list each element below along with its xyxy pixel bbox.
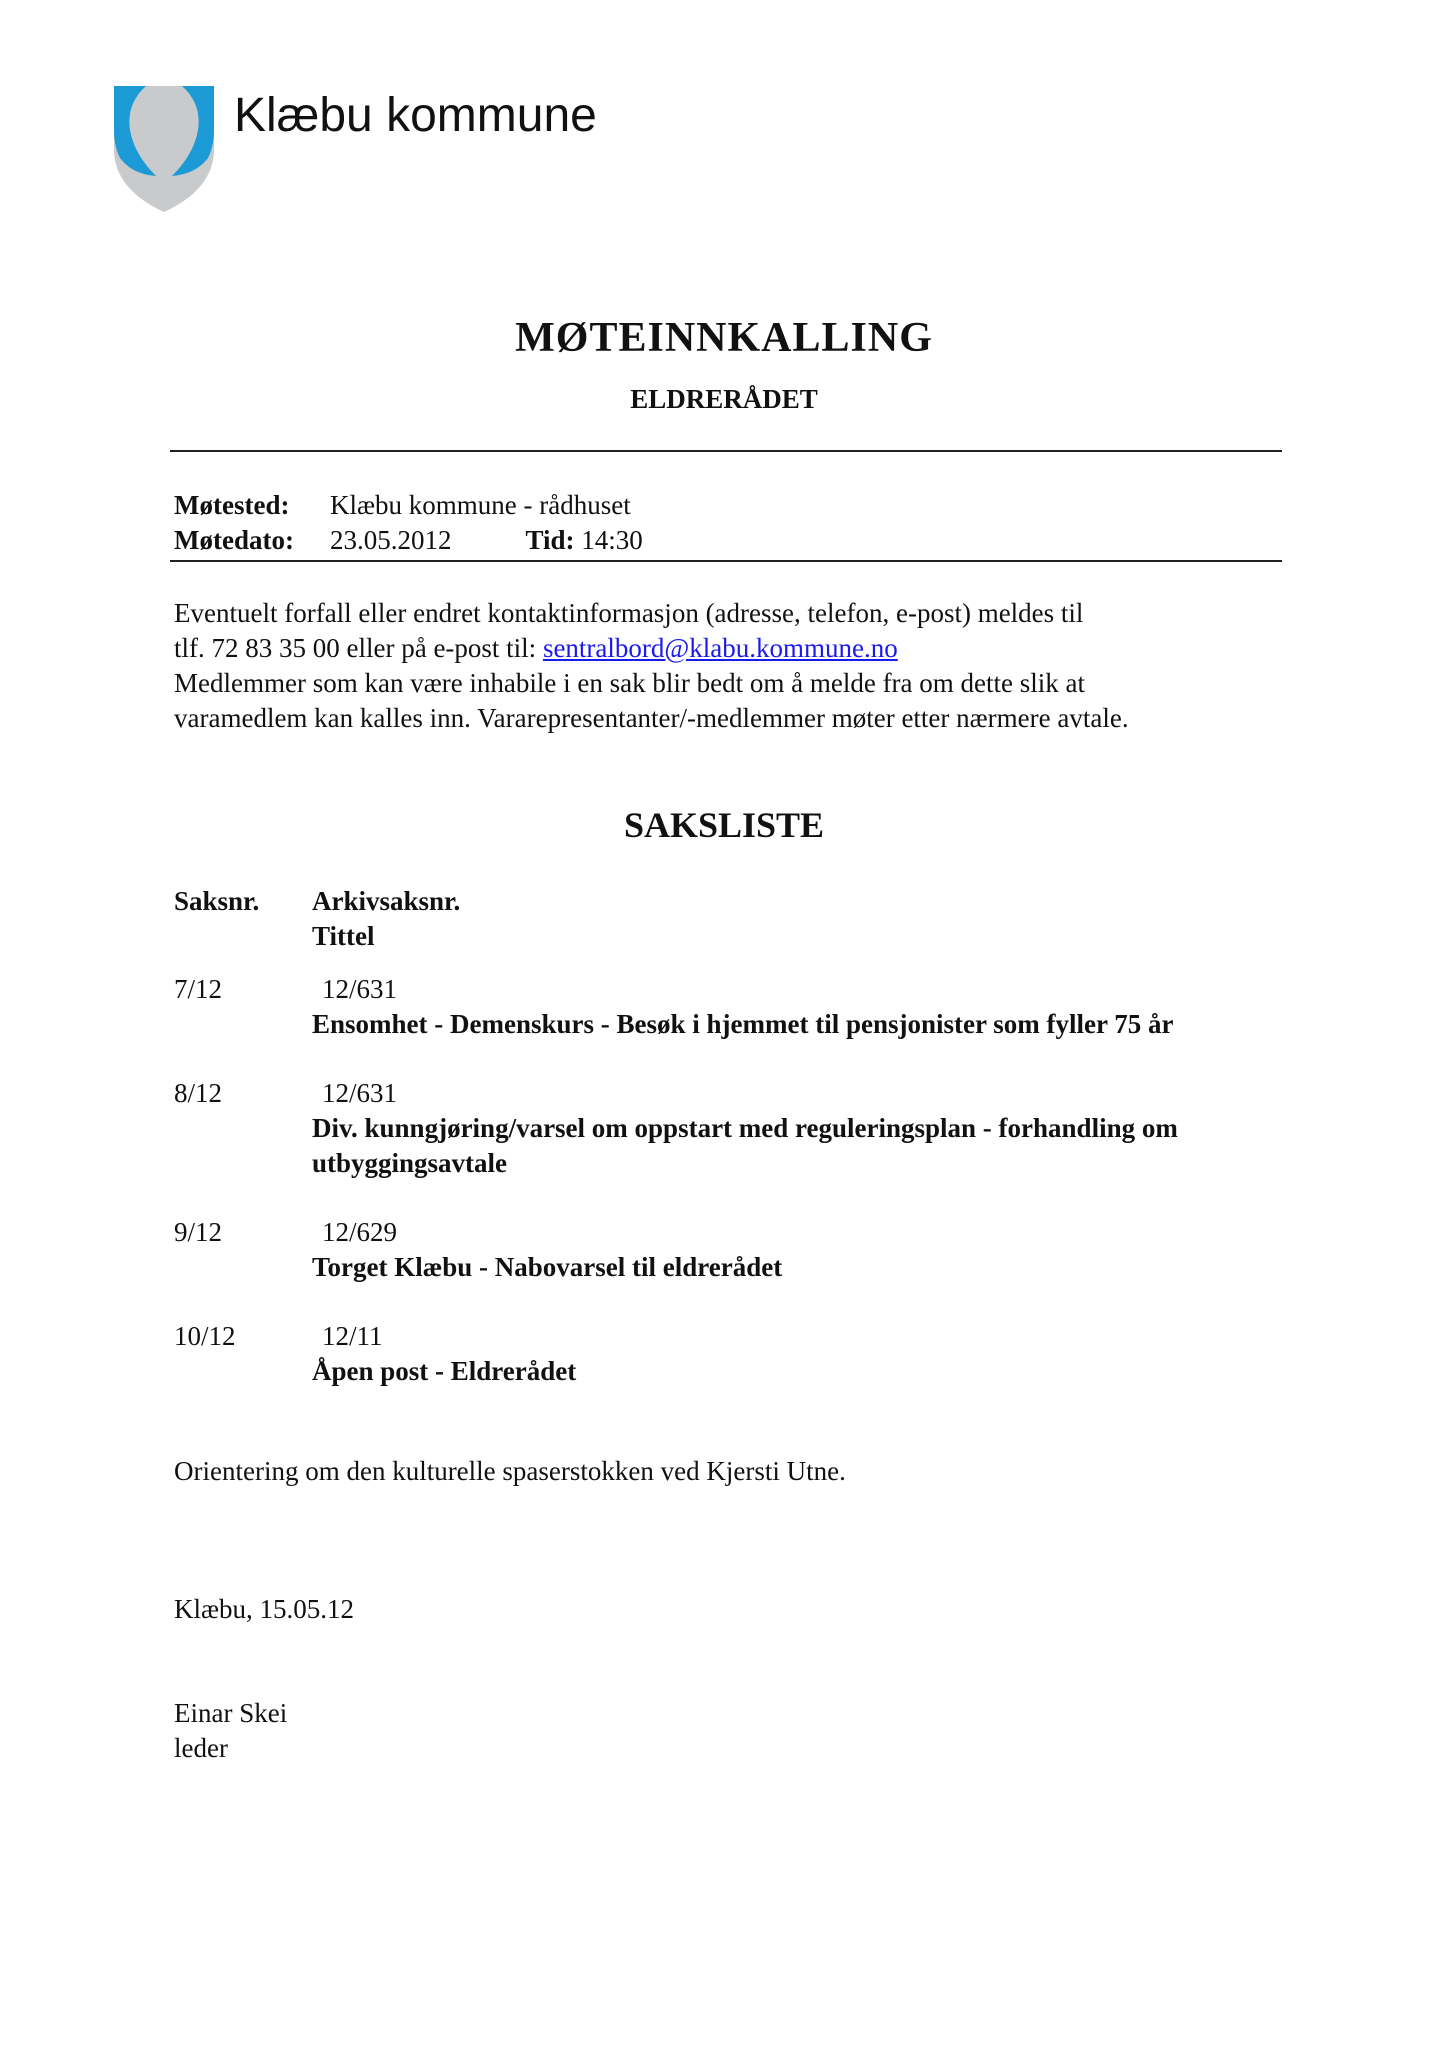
case-number: 8/12	[174, 1078, 223, 1108]
meeting-place-row	[174, 490, 631, 521]
organization-name: Klæbu kommune	[234, 89, 597, 142]
saksliste-title: SAKSLISTE	[623, 805, 825, 845]
info-line-1: Eventuelt forfall eller endret kontaktinformasjon (adresse, telefon, e-post) meldes til	[174, 598, 1084, 628]
info-line-3: Medlemmer som kan være inhabile i en sak blir bedt om å melde fra om dette slik at	[174, 668, 1085, 698]
orientation-note: Orientering om den kulturelle spaserstokken ved Kjersti Utne.	[174, 1456, 846, 1486]
archive-number: 12/631	[322, 1078, 398, 1108]
case-title: Div. kunngjøring/varsel om oppstart med reguleringsplan - forhandling om utbyggingsavtale	[312, 1113, 1178, 1178]
case-number: 10/12	[174, 1321, 236, 1351]
divider-top	[170, 450, 1282, 452]
case-title: Torget Klæbu - Nabovarsel til eldrerådet	[312, 1252, 783, 1282]
info-paragraph	[174, 596, 1284, 736]
column-header-arkivsaksnr: Arkivsaksnr.	[312, 886, 461, 916]
archive-number: 12/629	[322, 1217, 398, 1247]
klaebu-coat-of-arms-icon	[112, 86, 216, 212]
case-title: Ensomhet - Demenskurs - Besøk i hjemmet til pensjonister som fyller 75 år	[312, 1009, 1174, 1039]
archive-number: 12/631	[322, 974, 398, 1004]
place-and-date: Klæbu, 15.05.12	[174, 1594, 355, 1624]
document-title: MØTEINNKALLING	[515, 315, 933, 361]
meeting-place-value: Klæbu kommune - rådhuset	[330, 490, 631, 520]
archive-number: 12/11	[322, 1321, 383, 1351]
case-number: 9/12	[174, 1217, 223, 1247]
info-line-2-text: tlf. 72 83 35 00 eller på e-post til:	[174, 633, 543, 663]
case-title: Åpen post - Eldrerådet	[312, 1356, 577, 1386]
meeting-time-value: 14:30	[581, 525, 643, 555]
column-header-tittel: Tittel	[312, 921, 375, 951]
meeting-place-label: Møtested:	[174, 490, 290, 520]
meeting-date-row	[174, 525, 643, 556]
divider-bottom	[170, 560, 1282, 562]
column-header-saksnr: Saksnr.	[174, 886, 260, 916]
info-line-4: varamedlem kan kalles inn. Vararepresentanter/-medlemmer møter etter nærmere avtale.	[174, 703, 1129, 733]
meeting-date-value: 23.05.2012	[330, 525, 452, 555]
document-subtitle: ELDRERÅDET	[630, 384, 818, 414]
meeting-time-label: Tid:	[525, 525, 575, 555]
signatory-name: Einar Skei	[174, 1698, 288, 1728]
info-line-2	[174, 631, 1284, 666]
case-number: 7/12	[174, 974, 223, 1004]
signatory-role: leder	[174, 1733, 228, 1763]
email-link[interactable]: sentralbord@klabu.kommune.no	[542, 633, 898, 663]
meeting-date-label: Møtedato:	[174, 525, 294, 555]
